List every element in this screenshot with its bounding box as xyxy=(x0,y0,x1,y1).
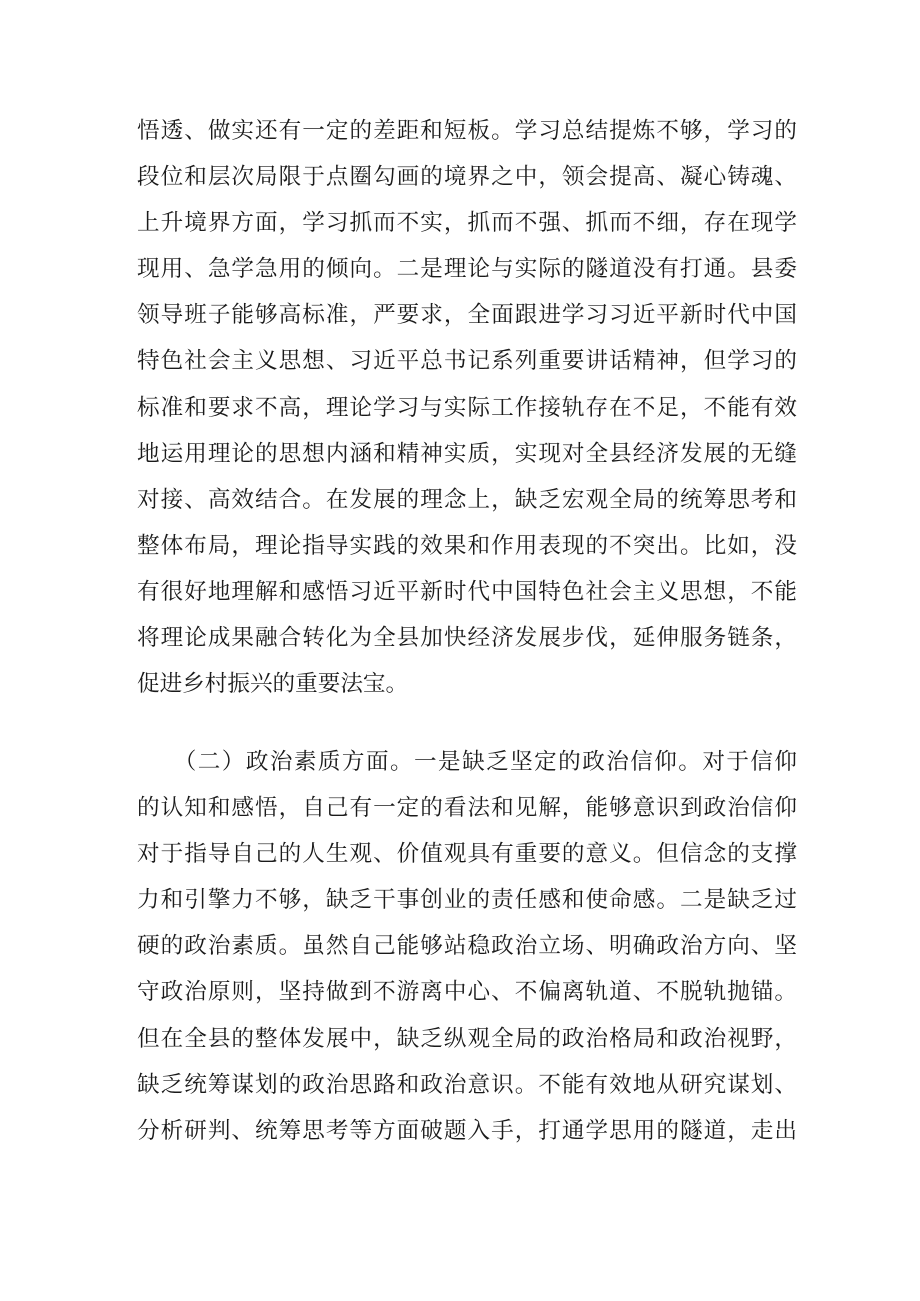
text-line: 领导班子能够高标准，严要求，全面跟进学习习近平新时代中国 xyxy=(137,302,797,329)
text-line: 现用、急学急用的倾向。二是理论与实际的隧道没有打通。县委 xyxy=(137,256,797,283)
text-line: 将理论成果融合转化为全县加快经济发展步伐，延伸服务链条， xyxy=(137,625,797,652)
text-line: 对于指导自己的人生观、价值观具有重要的意义。但信念的支撑 xyxy=(137,841,797,868)
text-line: 力和引擎力不够，缺乏干事创业的责任感和使命感。二是缺乏过 xyxy=(137,887,797,914)
text-line: 但在全县的整体发展中，缺乏纵观全局的政治格局和政治视野， xyxy=(137,1025,797,1052)
text-line: 有很好地理解和感悟习近平新时代中国特色社会主义思想，不能 xyxy=(137,578,797,605)
paragraph-political-quality xyxy=(137,739,797,1154)
text-line: 硬的政治素质。虽然自己能够站稳政治立场、明确政治方向、坚 xyxy=(137,933,797,960)
text-line: 促进乡村振兴的重要法宝。 xyxy=(137,671,409,698)
text-line: 地运用理论的思想内涵和精神实质，实现对全县经济发展的无缝 xyxy=(137,440,797,467)
text-line: （二）政治素质方面。一是缺乏坚定的政治信仰。对于信仰 xyxy=(137,749,797,775)
text-line: 的认知和感悟，自己有一定的看法和见解，能够意识到政治信仰 xyxy=(137,795,797,822)
text-line: 缺乏统筹谋划的政治思路和政治意识。不能有效地从研究谋划、 xyxy=(137,1071,797,1098)
text-line: 整体布局，理论指导实践的效果和作用表现的不突出。比如，没 xyxy=(137,532,797,559)
text-line: 上升境界方面，学习抓而不实，抓而不强、抓而不细，存在现学 xyxy=(137,210,797,237)
text-line: 对接、高效结合。在发展的理念上，缺乏宏观全局的统筹思考和 xyxy=(137,486,797,513)
text-line: 分析研判、统筹思考等方面破题入手，打通学思用的隧道，走出 xyxy=(137,1117,797,1144)
text-line: 守政治原则，坚持做到不游离中心、不偏离轨道、不脱轨抛锚。 xyxy=(137,979,797,1006)
paragraph-study-theory xyxy=(137,108,797,707)
text-line: 段位和层次局限于点圈勾画的境界之中，领会提高、凝心铸魂、 xyxy=(137,164,797,191)
text-line: 标准和要求不高，理论学习与实际工作接轨存在不足，不能有效 xyxy=(137,394,797,421)
text-line: 特色社会主义思想、习近平总书记系列重要讲话精神，但学习的 xyxy=(137,348,797,375)
text-line: 悟透、做实还有一定的差距和短板。学习总结提炼不够，学习的 xyxy=(137,118,797,144)
